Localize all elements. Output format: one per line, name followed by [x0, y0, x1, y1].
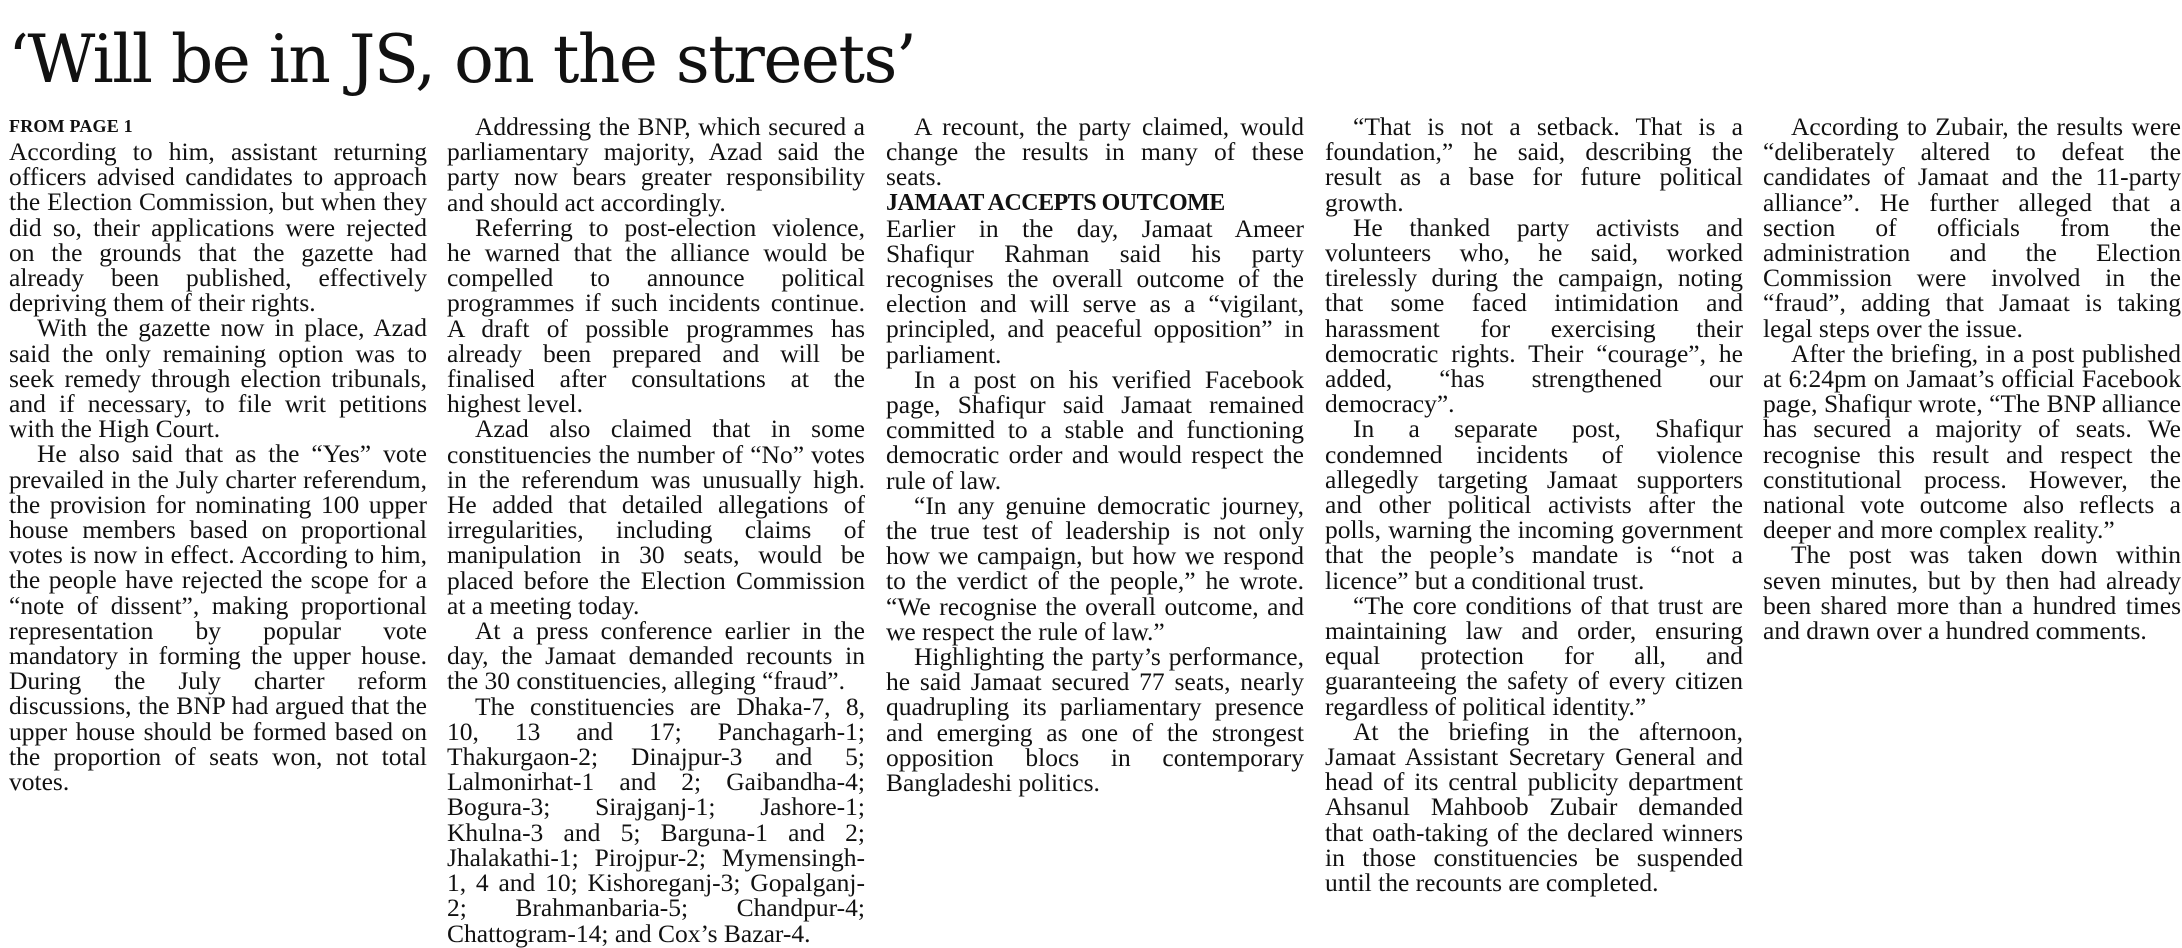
- paragraph: According to him, assistant returning officers advised candidates to approach the Election Commission, but when they did so, their applications were rejected on the grounds that the gazette had already been published, effectively depriving them of their rights.: [9, 137, 427, 318]
- column-5: [1763, 114, 2181, 894]
- paragraph: Azad also claimed that in some constituencies the number of “No” votes in the referendum was unusually high. He added that detailed allegations of irregularities, including claims of manipulation in 30 seats, would be placed before the Election Commission at a meeting today.: [447, 414, 865, 620]
- paragraph: Highlighting the party’s performance, he said Jamaat secured 77 seats, nearly quadrupling its parliamentary presence and emerging as one of the strongest opposition blocs in contemporary Bangladeshi politics.: [886, 642, 1304, 798]
- subheading: JAMAAT ACCEPTS OUTCOME: [886, 189, 1225, 216]
- paragraph: After the briefing, in a post published at 6:24pm on Jamaat’s official Facebook page, Shafiqur wrote, “The BNP alliance has secured a majority of seats. We recognise this result and respect the constitutional process. However, the national vote outcome also reflects a deeper and more complex reality.”: [1763, 338, 2181, 545]
- paragraph: “The core conditions of that trust are maintaining law and order, ensuring equal protection for all, and guaranteeing the safety of every citizen regardless of political identity.”: [1325, 590, 1743, 721]
- paragraph: He thanked party activists and volunteers who, he said, worked tirelessly during the campaign, noting that some faced intimidation and harassment for exercising their democratic rights. Their “courage”, he added, “has strengthened our democracy”.: [1325, 212, 1743, 419]
- paragraph: “In any genuine democratic journey, the true test of leadership is not only how we campaign, but how we respond to the verdict of the people,” he wrote. “We recognise the overall outcome, and we respect the rule of law.”: [886, 490, 1304, 646]
- paragraph: He also said that as the “Yes” vote prevailed in the July charter referendum, the provision for nominating 100 upper house members based on proportional votes is now in effect. According to him, the people have rejected the scope for a “note of dissent”, making proportional representation by popular vote mandatory in forming the upper house. During the July charter reform discussions, the BNP had argued that the upper house should be formed based on the proportion of seats won, not total votes.: [9, 439, 427, 797]
- paragraph: At a press conference earlier in the day, the Jamaat demanded recounts in the 30 constituencies, alleging “fraud”.: [447, 616, 865, 696]
- continuation-kicker: FROM PAGE 1: [9, 116, 133, 136]
- paragraph: According to Zubair, the results were “deliberately altered to defeat the candidates of Jamaat and the 11-party alliance”. He further alleged that a section of officials from the administration and the Election Commission were involved in the “fraud”, adding that Jamaat is taking legal steps over the issue.: [1763, 112, 2181, 343]
- paragraph: The post was taken down within seven minutes, but by then had already been shared more than a hundred times and drawn over a hundred comments.: [1763, 540, 2181, 646]
- column-4: [1325, 112, 1743, 898]
- paragraph: Earlier in the day, Jamaat Ameer Shafiqur Rahman said his party recognises the overall outcome of the election and will serve as a “vigilant, principled, and peaceful opposition” in parliament.: [886, 213, 1304, 369]
- paragraph: “That is not a setback. That is a foundation,” he said, describing the result as a base for future political growth.: [1325, 112, 1743, 217]
- paragraph: Addressing the BNP, which secured a parliamentary majority, Azad said the party now bears greater responsibility and should act accordingly.: [447, 112, 865, 217]
- paragraph: Referring to post-election violence, he warned that the alliance would be compelled to announce political programmes if such incidents continue. A draft of possible programmes has already been prepared and will be finalised after consultations at the highest level.: [447, 212, 865, 419]
- column-3: [886, 114, 1304, 894]
- paragraph: In a post on his verified Facebook page, Shafiqur said Jamaat remained committed to a stable and functioning democratic order and would respect the rule of law.: [886, 364, 1304, 495]
- paragraph: In a separate post, Shafiqur condemned incidents of violence allegedly targeting Jamaat supporters and other political activists after the polls, warning the incoming government that the people’s mandate is “not a licence” but a conditional trust.: [1325, 414, 1743, 595]
- paragraph: With the gazette now in place, Azad said the only remaining option was to seek remedy through election tribunals, and if necessary, to file writ petitions with the High Court.: [9, 313, 427, 444]
- paragraph: The constituencies are Dhaka-7, 8, 10, 13 and 17; Panchagarh-1; Thakurgaon-2; Dinajpur-3 and 5; Lalmonirhat-1 and 2; Gaibandha-4; Bogura-3; Sirajganj-1; Jashore-1; Khulna-3 and 5; Barguna-1 and 2; Jhalakathi-1; Pirojpur-2; Mymensingh-1, 4 and 10; Kishoreganj-3; Gopalganj-2; Brahmanbaria-5; Chandpur-4; Chattogram-14; and Cox’s Bazar-4.: [447, 691, 865, 948]
- column-1: [9, 114, 427, 894]
- headline: ‘Will be in JS, on the streets’: [8, 21, 916, 98]
- column-2: [447, 112, 865, 948]
- paragraph: A recount, the party claimed, would change the results in many of these seats.: [886, 112, 1304, 192]
- paragraph: At the briefing in the afternoon, Jamaat Assistant Secretary General and head of its central publicity department Ahsanul Mahboob Zubair demanded that oath-taking of the declared winners in those constituencies be suspended until the recounts are completed.: [1325, 716, 1743, 898]
